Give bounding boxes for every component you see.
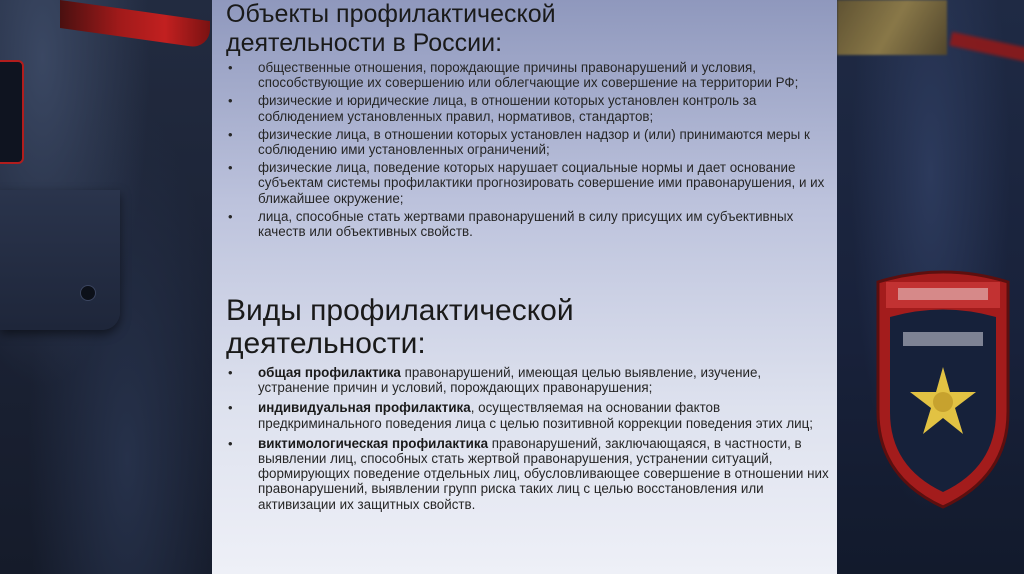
list-item-term: общая профилактика [258,365,401,380]
list-item-text: общественные отношения, порождающие причины правонарушений и условия, способствующие их совершению или облегчающие их совершение на территории РФ; [258,60,799,91]
list-item [224,127,830,157]
list-item-term: индивидуальная профилактика [258,400,471,416]
bullet-icon: • [228,93,233,109]
pocket-button [80,285,96,301]
list-item-text: физические лица, поведение которых нарушает социальные нормы и дает основание субъектам системы профилактики прогнозировать совершение ими правонарушения, и их ближайшее окружение; [258,160,825,206]
bullet-icon: • [228,60,233,75]
bullet-icon: • [228,400,233,416]
epaulette [0,60,24,164]
list-item-text: физические и юридические лица, в отношении которых установлен контроль за соблюдением установленных правил, нормативов, стандартов; [258,93,757,124]
list-item [224,365,830,395]
list-item [224,209,830,239]
list-item-text: лица, способные стать жертвами правонарушений в силу присущих им субъективных качеств или объективных свойств. [258,208,794,240]
police-sleeve-patch-icon [868,262,1018,512]
shoulder-strap [837,0,947,55]
uniform-left-photo [0,0,212,574]
bullet-icon: • [228,208,233,224]
section2-title-line2: деятельности: [226,327,426,360]
bullet-icon: • [228,160,233,176]
list-item-text: , осуществляемая на основании фактов предкриминального поведения лица с целью позитивной коррекции поведения этих лиц; [258,400,814,431]
list-item-text: правонарушений, заключающаяся, в частности, в выявлении лиц, способных стать жертвой правонарушения, устранении ситуаций, формирующих поведение отдельных лиц, обусловливающее совершение в отношении них правонарушений, выявлении групп риска таких лиц с целью восстановления или активизации их защитных свойств. [258,435,829,512]
list-item [224,160,830,206]
bullet-icon: • [228,126,233,142]
list-item [224,93,830,123]
list-item [224,400,830,430]
section1-title [226,0,826,58]
red-collar-piping [60,0,210,49]
section1-list [224,60,830,242]
list-item-text: правонарушений, имеющая целью выявление, изучение, устранение причин и условий, порождающих правонарушения; [258,365,762,396]
section2-title [226,294,826,360]
list-item-text: физические лица, в отношении которых установлен надзор и (или) принимаются меры к соблюдению ими установленных ограничений; [258,126,810,158]
list-item [224,436,830,512]
bullet-icon: • [228,435,233,451]
section1-title-line1: Объекты профилактической [226,0,556,28]
list-item [224,60,830,90]
bullet-icon: • [228,365,233,380]
section2-list [224,365,830,517]
section2-title-line1: Виды профилактической [226,294,574,327]
list-item-term: виктимологическая профилактика [258,435,489,451]
section1-title-line2: деятельности в России: [226,29,503,57]
uniform-pocket [0,190,120,330]
